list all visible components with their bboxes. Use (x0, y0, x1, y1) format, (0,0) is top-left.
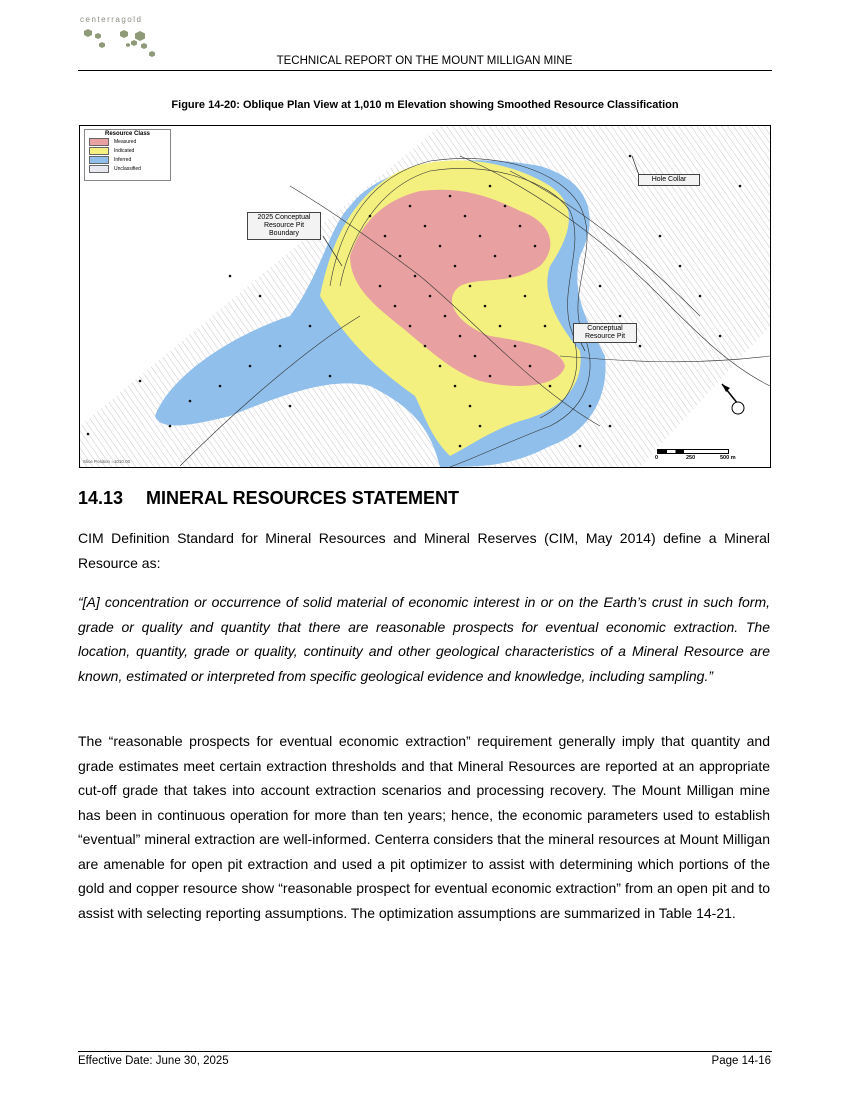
resource-classification-figure (79, 125, 771, 468)
north-arrow-icon (722, 384, 744, 414)
figure-legend (84, 129, 171, 181)
legend-label: Unclassified (114, 165, 141, 172)
paragraph-cim-quote: “[A] concentration or occurrence of solid material of economic interest in or on the Earth’s crust in such form, grade or quality and quantity that there are reasonable prospects for eventual economic extraction. The location, quantity, grade or quality, continuity and other geological characteristics of a Mineral Resource are known, estimated or interpreted from specific geological evidence and knowledge, including sampling.” (78, 594, 770, 684)
legend-label: Measured (114, 138, 137, 145)
header-title: TECHNICAL REPORT ON THE MOUNT MILLIGAN MINE (276, 55, 573, 67)
callout-conceptual-pit: Conceptual Resource Pit (573, 323, 637, 343)
legend-swatch (89, 138, 109, 146)
legend-swatch (89, 165, 109, 173)
header-rule (78, 70, 772, 71)
legend-item (85, 137, 170, 146)
legend-label: Indicated (114, 147, 135, 154)
callout-pit-boundary: 2025 Conceptual Resource Pit Boundary (247, 212, 321, 240)
legend-label: Inferred (114, 156, 132, 163)
footer-rule (78, 1051, 772, 1052)
footer-effective-date: Effective Date: June 30, 2025 (78, 1055, 229, 1067)
section-number: 14.13 (78, 488, 124, 508)
scale-tick-0: 0 (655, 455, 659, 461)
legend-title: Resource Class (104, 131, 151, 137)
figure-caption: Figure 14-20: Oblique Plan View at 1,010 m Elevation showing Smoothed Resource Classification (171, 99, 679, 111)
scale-bar (655, 446, 745, 464)
legend-item (85, 164, 170, 173)
scale-bar-graphic (657, 449, 729, 454)
legend-swatch (89, 147, 109, 155)
section-title: MINERAL RESOURCES STATEMENT (146, 488, 460, 508)
section-heading (78, 488, 459, 509)
logo-text: centerragold (80, 15, 143, 24)
legend-item (85, 155, 170, 164)
scale-tick-500: 500 m (720, 455, 736, 461)
legend-item (85, 146, 170, 155)
scale-tick-250: 250 (686, 455, 696, 461)
legend-swatch (89, 156, 109, 164)
callout-hole-collar: Hole Collar (638, 174, 700, 186)
slice-position-label: Slice Position =1010.00 (83, 459, 131, 464)
paragraph-definition-intro: CIM Definition Standard for Mineral Resources and Mineral Reserves (CIM, May 2014) define a Mineral Resource as: (78, 530, 770, 571)
footer-page-number: Page 14-16 (711, 1055, 771, 1067)
paragraph-reasonable-prospects: The “reasonable prospects for eventual economic extraction” requirement generally imply that quantity and grade estimates meet certain extraction thresholds and that Mineral Resources are reported at an appropriate cut-off grade that takes into account extraction scenarios and processing recovery. The Mount Milligan mine has been in continuous operation for more than ten years; hence, the economic parameters used to establish “eventual” mineral extraction are well-informed. Centerra considers that the mineral resources at Mount Milligan are amenable for open pit extraction and used a pit optimizer to assist with determining which portions of the gold and copper resource show “reasonable prospect for eventual economic extraction” from an open pit and to assist with selecting reporting assumptions. The optimization assumptions are summarized in Table 14-21. (78, 733, 770, 921)
